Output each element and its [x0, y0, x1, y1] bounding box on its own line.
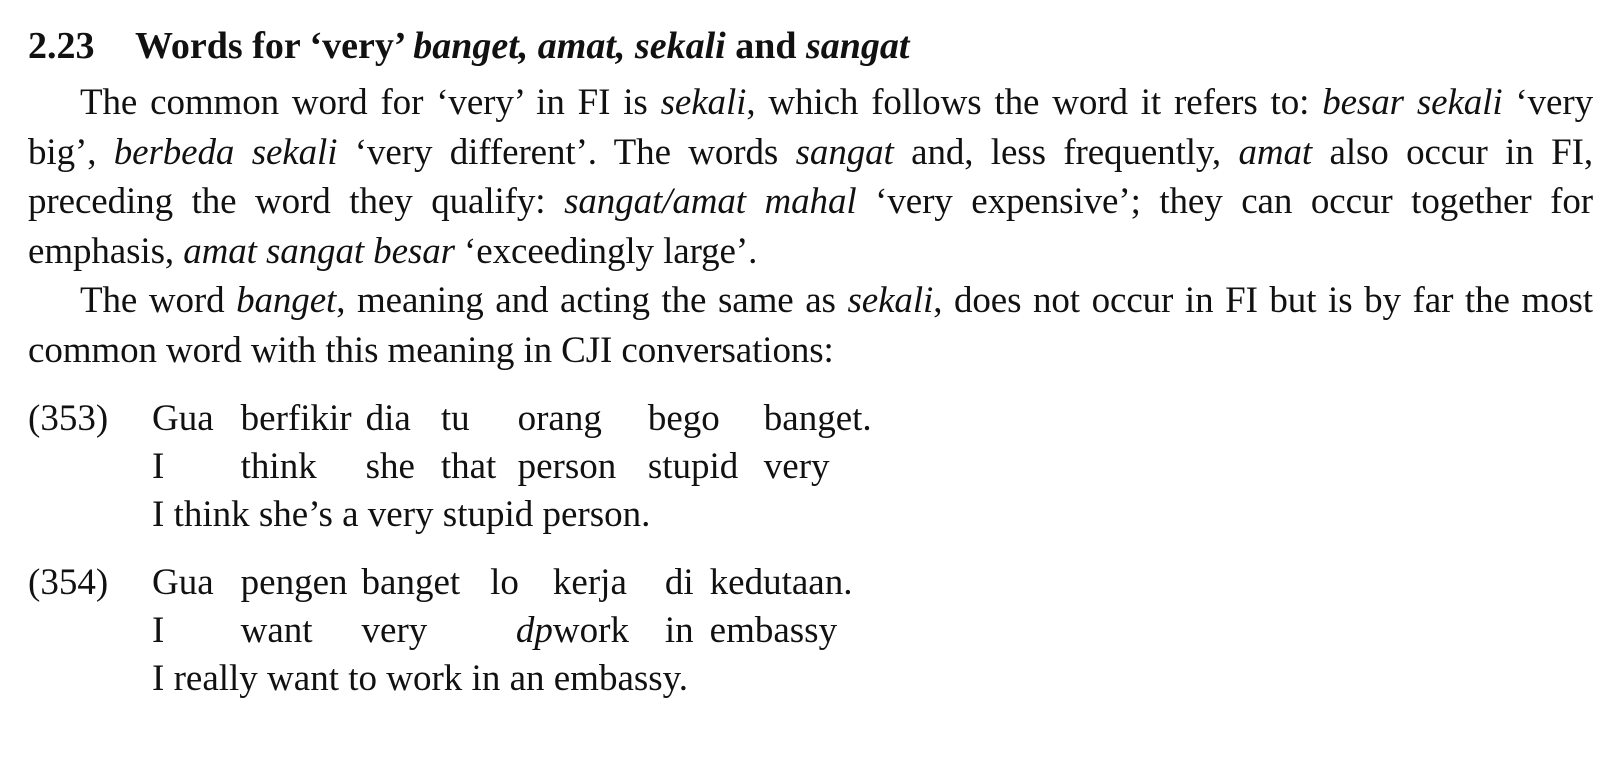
source-line	[152, 395, 872, 443]
example-354	[28, 559, 1593, 703]
gloss-word: want	[240, 610, 313, 651]
source-word: banget	[361, 562, 461, 603]
source-word: bego	[647, 398, 720, 439]
para1-term: berbeda sekali	[113, 131, 338, 173]
para2-text: , meaning and acting the same as	[336, 280, 848, 321]
gloss-word: I	[152, 446, 165, 487]
para1-term: amat sangat besar	[183, 230, 455, 272]
gloss-word: work	[552, 610, 629, 651]
heading-italic-2: sangat	[805, 25, 910, 67]
source-word: kerja	[552, 562, 627, 603]
gloss-word: I	[152, 610, 165, 651]
para1-term: sangat	[795, 131, 894, 173]
para1-term: amat	[1238, 131, 1313, 173]
gloss-line	[152, 443, 872, 491]
source-word: Gua	[152, 398, 214, 439]
example-353	[28, 395, 1593, 539]
source-word: kedutaan.	[709, 562, 853, 603]
gloss-word: that	[440, 446, 497, 487]
source-word: di	[664, 562, 694, 603]
source-line	[152, 559, 852, 607]
gloss-word: person	[517, 446, 617, 487]
para1-text: ‘very expensive’; they can occur together for emphasis,	[28, 181, 1594, 272]
source-word: berfikir	[240, 398, 352, 439]
source-word: pengen	[240, 562, 348, 603]
heading-text-2: and	[725, 25, 806, 67]
gloss-word: stupid	[647, 446, 739, 487]
heading-italic-1: banget, amat, sekali	[413, 25, 726, 67]
para1-text: and, less frequently,	[893, 131, 1239, 173]
para2-text: The word	[80, 280, 237, 321]
para1-text: also occur in FI, preceding the word they qualify:	[28, 131, 1593, 222]
para2-term: banget	[236, 280, 337, 321]
source-word: tu	[440, 398, 470, 439]
heading-text-1: Words for ‘very’	[135, 25, 414, 67]
document-page	[28, 20, 1593, 703]
gloss-word: think	[240, 446, 317, 487]
example-number: (353)	[28, 398, 109, 439]
para1-text: ‘exceedingly large’.	[454, 230, 758, 272]
gloss-word: she	[365, 446, 415, 487]
interlinear-gloss	[152, 395, 872, 491]
para1-term: sangat/amat mahal	[564, 181, 857, 222]
gloss-word: very	[763, 446, 830, 487]
source-word: lo	[490, 562, 519, 603]
gloss-word: in	[664, 610, 694, 651]
para1-text: ‘very big’,	[28, 82, 1593, 173]
para1-term: sekali	[660, 82, 747, 123]
gloss-word: dp	[515, 610, 553, 651]
para1-text: , which follows the word it refers to:	[746, 82, 1323, 123]
free-translation: I really want to work in an embassy.	[152, 658, 689, 699]
para1-term: besar sekali	[1322, 82, 1503, 123]
free-translation: I think she’s a very stupid person.	[152, 494, 651, 535]
para2-term: sekali	[847, 280, 934, 321]
gloss-line	[152, 607, 852, 655]
source-word: orang	[517, 398, 602, 439]
example-number: (354)	[28, 562, 109, 603]
para1-text: The common word for ‘very’ in FI is	[80, 82, 661, 123]
paragraph-1	[28, 78, 1593, 276]
para1-text: ‘very different’. The words	[337, 131, 796, 173]
source-word: Gua	[152, 562, 214, 603]
source-word: banget.	[763, 398, 872, 439]
section-heading	[28, 20, 1593, 72]
section-number: 2.23	[28, 25, 95, 67]
para2-text: , does not occur in FI but is by far the most common word with this meaning in CJI conversations:	[28, 280, 1593, 371]
interlinear-gloss	[152, 559, 852, 655]
paragraph-2	[28, 276, 1593, 375]
source-word: dia	[365, 398, 411, 439]
gloss-word: very	[361, 610, 428, 651]
gloss-word: embassy	[709, 610, 838, 651]
